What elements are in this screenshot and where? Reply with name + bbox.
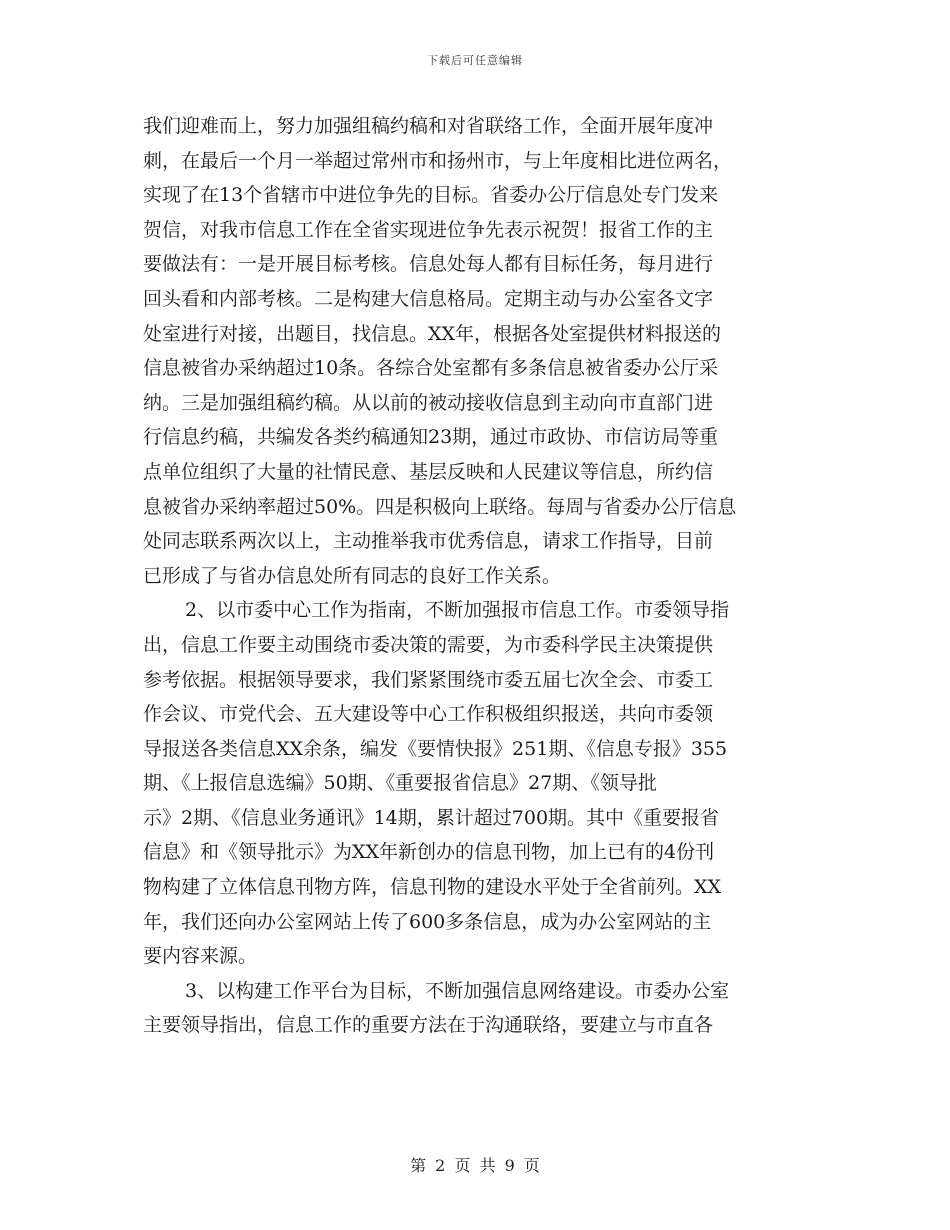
text-line: 贺信，对我市信息工作在全省实现进位争先表示祝贺！报省工作的主 [143,218,714,241]
paragraph-start-line: 2、以市委中心工作为指南，不断加强报市信息工作。市委领导指 [185,599,730,622]
text-line: 物构建了立体信息刊物方阵，信息刊物的建设水平处于全省前列。XX [143,876,722,899]
text-line: 处室进行对接，出题目，找信息。XX年，根据各处室提供材料报送的 [143,322,722,345]
text-line: 信息被省办采纳超过10条。各综合处室都有多条信息被省委办公厅采 [143,357,719,380]
text-line: 主要领导指出，信息工作的重要方法在于沟通联络，要建立与市直各 [143,1014,714,1037]
text-line: 作会议、市党代会、五大建设等中心工作积极组织报送，共向市委领 [143,703,714,726]
text-line: 回头看和内部考核。二是构建大信息格局。定期主动与办公室各文字 [143,287,714,310]
page-footer: 第 2 页 共 9 页 [410,1156,540,1175]
text-line: 息被省办采纳率超过50%。四是积极向上联络。每周与省委办公厅信息 [143,495,737,518]
text-line: 行信息约稿，共编发各类约稿通知23期，通过市政协、市信访局等重 [143,426,719,449]
body-text [143,109,813,1043]
text-line: 处同志联系两次以上，主动推举我市优秀信息，请求工作指导，目前 [143,530,714,553]
text-line: 参考依据。根据领导要求，我们紧紧围绕市委五届七次全会、市委工 [143,668,714,691]
page-header: 下载后可任意编辑 [427,54,523,67]
text-line: 点单位组织了大量的社情民意、基层反映和人民建议等信息，所约信 [143,460,714,483]
text-line: 年，我们还向办公室网站上传了600多条信息，成为办公室网站的主 [143,910,712,933]
text-line: 期、《上报信息选编》50期、《重要报省信息》27期、《领导批 [143,772,657,795]
text-line: 实现了在13个省辖市中进位争先的目标。省委办公厅信息处专门发来 [143,184,719,207]
text-line: 出，信息工作要主动围绕市委决策的需要，为市委科学民主决策提供 [143,633,714,656]
text-line: 刺，在最后一个月一举超过常州市和扬州市，与上年度相比进位两名， [143,149,733,172]
text-line: 已形成了与省办信息处所有同志的良好工作关系。 [143,564,562,587]
text-line: 导报送各类信息XX余条，编发《要情快报》251期、《信息专报》355 [143,737,728,760]
text-line: 要内容来源。 [143,945,258,968]
text-line: 纳。三是加强组稿约稿。从以前的被动接收信息到主动向市直部门进 [143,391,714,414]
text-line: 我们迎难而上，努力加强组稿约稿和对省联络工作，全面开展年度冲 [143,115,714,137]
text-line: 要做法有：一是开展目标考核。信息处每人都有目标任务，每月进行 [143,253,714,276]
paragraph-start-line: 3、以构建工作平台为目标，不断加强信息网络建设。市委办公室 [185,979,730,1002]
text-line: 信息》和《领导批示》为XX年新创办的信息刊物，加上已有的4份刊 [143,841,715,864]
text-line: 示》2期、《信息业务通讯》14期，累计超过700期。其中《重要报省 [143,806,720,829]
